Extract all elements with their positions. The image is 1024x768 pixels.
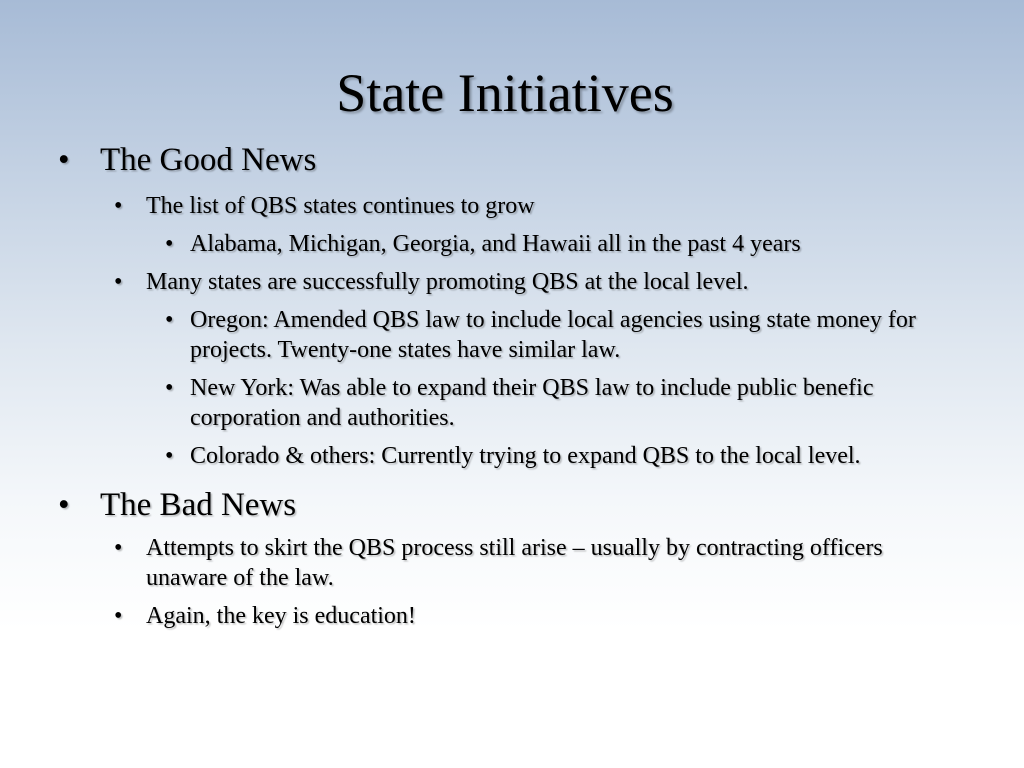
bullet-text: The list of QBS states continues to grow xyxy=(146,193,535,219)
slide-title: State Initiatives xyxy=(336,63,674,123)
bullet-icon: • xyxy=(58,487,70,523)
bullet-icon: • xyxy=(165,231,174,257)
bullet-icon: • xyxy=(114,193,123,219)
bullet-icon: • xyxy=(114,535,123,561)
bullet-text: Oregon: Amended QBS law to include local agencies using state money for projects. Twenty-one states have similar law. xyxy=(190,307,916,363)
bullet-text: Again, the key is education! xyxy=(146,603,416,629)
bullet-good-news xyxy=(58,140,960,180)
bullet-text: Colorado & others: Currently trying to expand QBS to the local level. xyxy=(190,443,861,469)
bullet-oregon xyxy=(165,305,935,365)
bullet-text: New York: Was able to expand their QBS law to include public benefic corporation and authorities. xyxy=(190,375,874,431)
bullet-new-york xyxy=(165,373,935,433)
section-heading: The Good News xyxy=(100,142,317,178)
bullet-bad-news xyxy=(58,485,960,525)
bullet-education xyxy=(114,601,946,631)
bullet-recent-states xyxy=(165,229,935,259)
bullet-qbs-list-grows xyxy=(114,191,946,221)
section-heading: The Bad News xyxy=(100,487,297,523)
slide-body xyxy=(0,140,1024,631)
bullet-icon: • xyxy=(165,375,174,401)
bullet-icon: • xyxy=(58,142,70,178)
bullet-text: Many states are successfully promoting QBS at the local level. xyxy=(146,269,749,295)
bullet-icon: • xyxy=(114,603,123,629)
bullet-icon: • xyxy=(165,443,174,469)
bullet-text: Attempts to skirt the QBS process still arise – usually by contracting officers unaware of the law. xyxy=(146,535,883,591)
bullet-icon: • xyxy=(165,307,174,333)
bullet-icon: • xyxy=(114,269,123,295)
bullet-local-promotion xyxy=(114,267,946,297)
bullet-text: Alabama, Michigan, Georgia, and Hawaii all in the past 4 years xyxy=(190,231,801,257)
bullet-colorado xyxy=(165,441,935,471)
bullet-skirt-qbs xyxy=(114,533,946,593)
